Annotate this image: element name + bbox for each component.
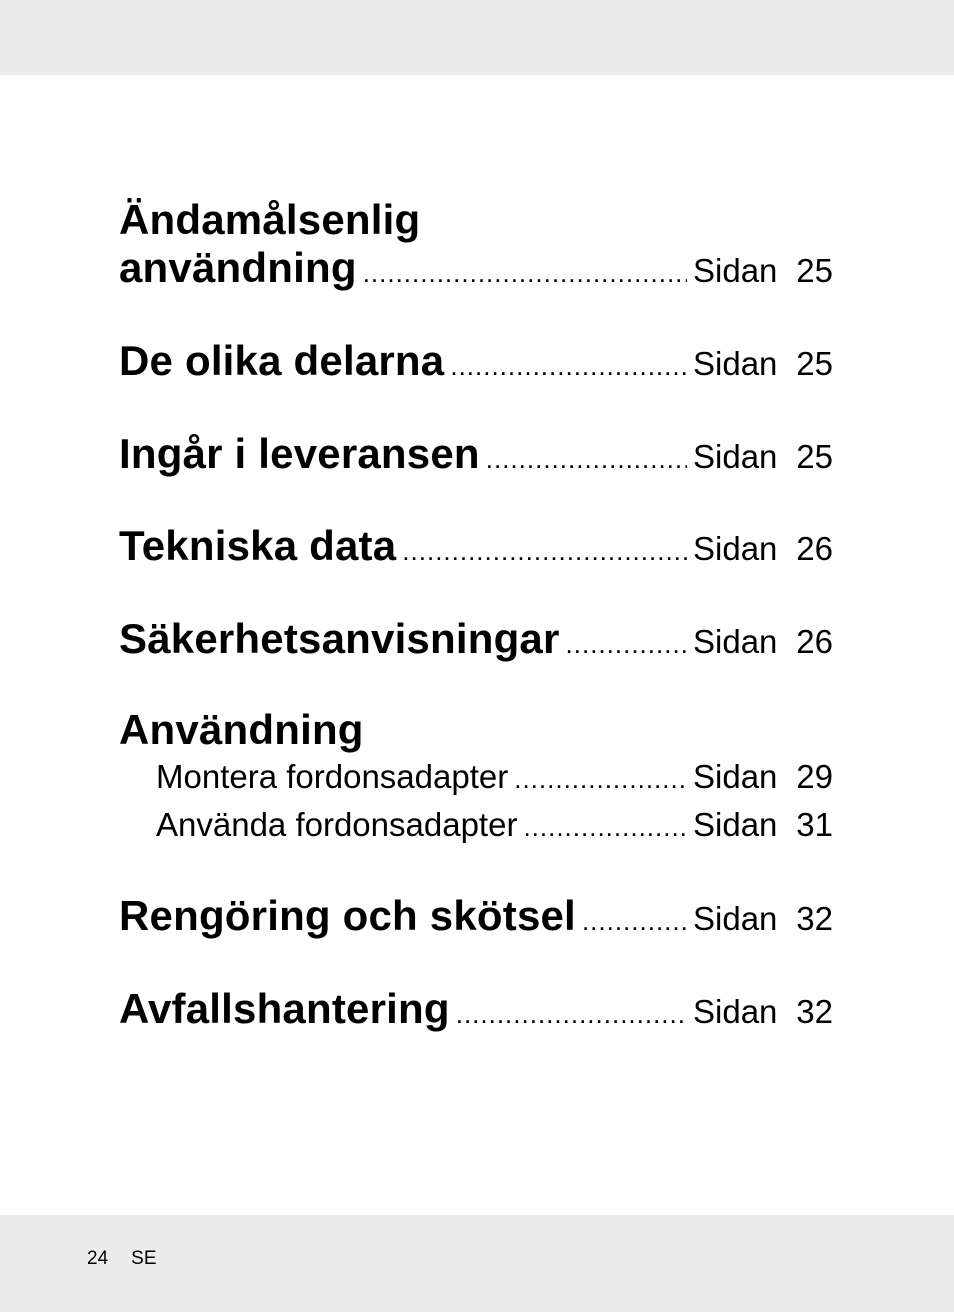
toc-entry-title: De olika delarna: [119, 337, 445, 384]
dot-leader: [402, 536, 687, 567]
page-number: 31: [796, 806, 833, 843]
page-number: 25: [796, 252, 833, 289]
toc-entry-title: Använda fordonsadapter: [156, 806, 518, 843]
page-word: Sidan: [693, 345, 778, 382]
footer-language-code: SE: [131, 1248, 157, 1269]
page-number: 29: [796, 758, 833, 795]
dot-leader: [514, 764, 687, 795]
page-number: 25: [796, 345, 833, 382]
toc-heading-line1: Ändamålsenlig: [119, 196, 421, 243]
page-reference: [693, 252, 833, 290]
page-reference: [693, 758, 833, 796]
page-reference: [693, 900, 833, 938]
page-reference: [693, 438, 833, 476]
toc-entry-title: Säkerhetsanvisningar: [119, 615, 560, 662]
page-word: Sidan: [693, 900, 778, 937]
dot-leader: [582, 906, 687, 937]
toc-entry-cleaning[interactable]: [119, 892, 833, 940]
page-reference: [693, 623, 833, 661]
toc-entry-title: Tekniska data: [119, 522, 397, 569]
dot-leader: [486, 444, 687, 475]
page-number: 26: [796, 530, 833, 567]
toc-entry-delivery[interactable]: [119, 430, 833, 478]
page-number: 25: [796, 438, 833, 475]
page-number: 26: [796, 623, 833, 660]
page-reference: [693, 993, 833, 1031]
dot-leader: [456, 999, 687, 1030]
page-reference: [693, 530, 833, 568]
toc-entry-disposal[interactable]: [119, 985, 833, 1033]
page-number: 32: [796, 993, 833, 1030]
page-reference: [693, 345, 833, 383]
page-reference: [693, 806, 833, 844]
toc-entry-title: Ingår i leveransen: [119, 430, 480, 477]
toc-entry-technical-data[interactable]: [119, 522, 833, 570]
toc-entry-intended-use[interactable]: [119, 244, 833, 292]
dot-leader: [523, 812, 687, 843]
page-word: Sidan: [693, 993, 778, 1030]
toc-entry-title: användning: [119, 244, 357, 291]
page-word: Sidan: [693, 758, 778, 795]
toc-entry-title: Avfallshantering: [119, 985, 450, 1032]
toc-entry-title: Montera fordonsadapter: [156, 758, 509, 795]
toc-entry-safety[interactable]: [119, 615, 833, 663]
page-number: 32: [796, 900, 833, 937]
toc-entry-title: Rengöring och skötsel: [119, 892, 576, 939]
page-word: Sidan: [693, 438, 778, 475]
footer-page-number: 24: [87, 1248, 109, 1269]
toc-heading-usage[interactable]: Användning: [119, 706, 364, 753]
page-word: Sidan: [693, 252, 778, 289]
page-footer: [87, 1247, 157, 1271]
toc-subentry-mount-adapter[interactable]: [156, 757, 833, 797]
page-word: Sidan: [693, 806, 778, 843]
toc-entry-parts[interactable]: [119, 337, 833, 385]
dot-leader: [450, 351, 687, 382]
page-word: Sidan: [693, 530, 778, 567]
toc-subentry-use-adapter[interactable]: [156, 805, 833, 845]
dot-leader: [566, 629, 687, 660]
dot-leader: [363, 258, 687, 289]
page-word: Sidan: [693, 623, 778, 660]
